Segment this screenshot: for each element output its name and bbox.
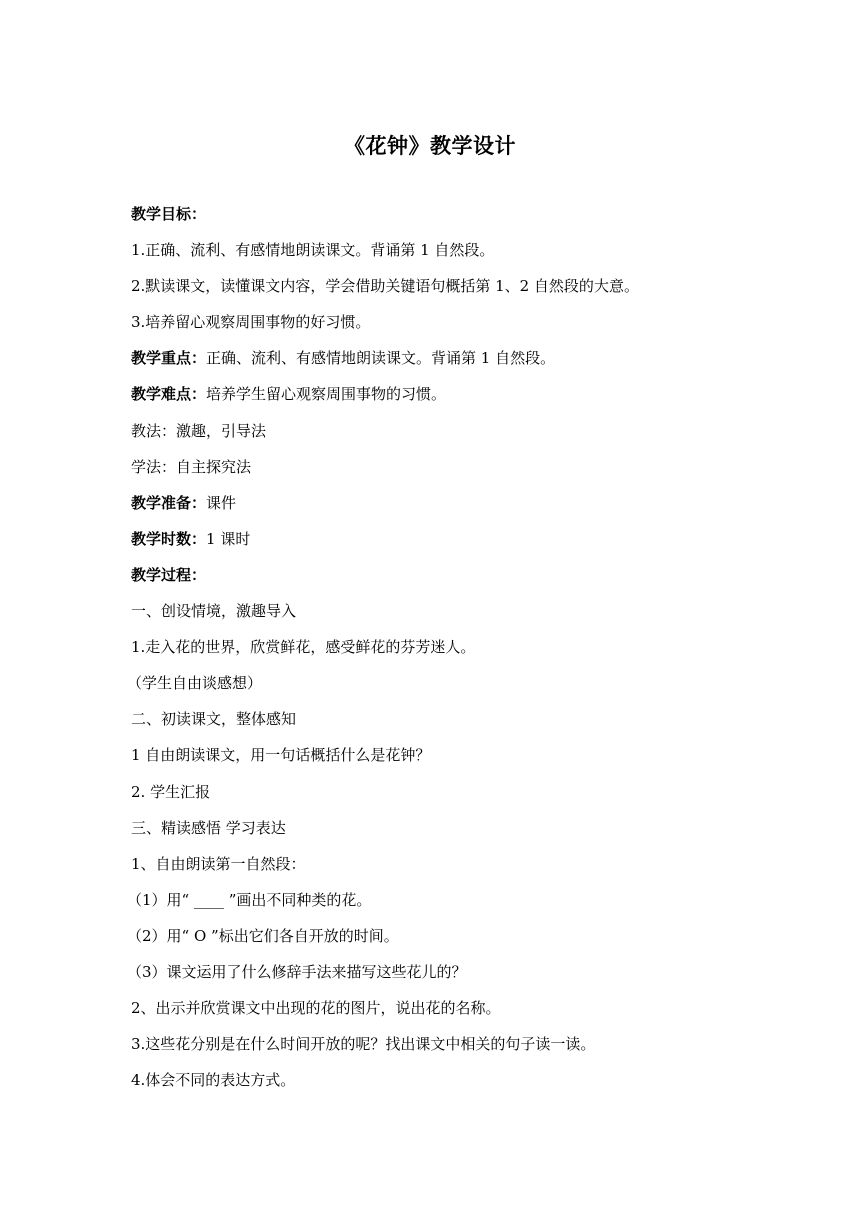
preparation-text: 课件 [206,493,237,512]
preparation-label: 教学准备： [131,493,207,512]
process-step: 1 自由朗读课文，用一句话概括什么是花钟？ [131,746,431,765]
key-point-text: 正确、流利、有感情地朗读课文。背诵第 1 自然段。 [206,349,556,368]
document-body [127,196,751,1098]
process-step: 一、创设情境，激趣导入 [131,602,297,621]
process-step: 二、初读课文，整体感知 [131,710,297,729]
difficulty-line [131,376,751,412]
goal-item: 1.正确、流利、有感情地朗读课文。背诵第 1 自然段。 [131,241,495,260]
process-step: （2）用“ O ”标出它们各自开放的时间。 [127,926,399,945]
process-step: 4.体会不同的表达方式。 [131,1071,296,1090]
hours-line [131,521,751,557]
key-point-label: 教学重点： [131,349,207,368]
process-step: 三、精读感悟 学习表达 [131,818,286,837]
process-step: （3）课文运用了什么修辞手法来描写这些花儿的？ [127,962,467,981]
process-step: 1.走入花的世界，欣赏鲜花，感受鲜花的芬芳迷人。 [131,638,476,657]
goal-item: 3.培养留心观察周围事物的好习惯。 [131,313,371,332]
process-step: （1）用“ ____ ”画出不同种类的花。 [127,890,372,909]
process-step: 2. 学生汇报 [131,782,211,801]
key-point-line [131,340,751,376]
goal-item: 2.默读课文，读懂课文内容，学会借助关键语句概括第 1、2 自然段的大意。 [131,277,639,296]
difficulty-label: 教学难点： [131,385,207,404]
hours-label: 教学时数： [131,529,207,548]
preparation-line [131,485,751,521]
document-title: 《花钟》教学设计 [344,133,516,158]
teaching-method: 教法：激趣，引导法 [131,421,267,440]
process-step: 2、出示并欣赏课文中出现的花的图片，说出花的名称。 [131,999,501,1018]
difficulty-text: 培养学生留心观察周围事物的习惯。 [206,385,447,404]
process-step: （学生自由谈感想） [127,674,263,693]
learning-method: 学法：自主探究法 [131,457,252,476]
hours-text: 1 课时 [206,529,251,548]
goals-heading: 教学目标： [131,205,207,223]
process-step: 3.这些花分别是在什么时间开放的呢？找出课文中相关的句子读一读。 [131,1035,596,1054]
process-heading: 教学过程： [131,565,207,584]
process-step: 1、自由朗读第一自然段： [131,854,306,873]
